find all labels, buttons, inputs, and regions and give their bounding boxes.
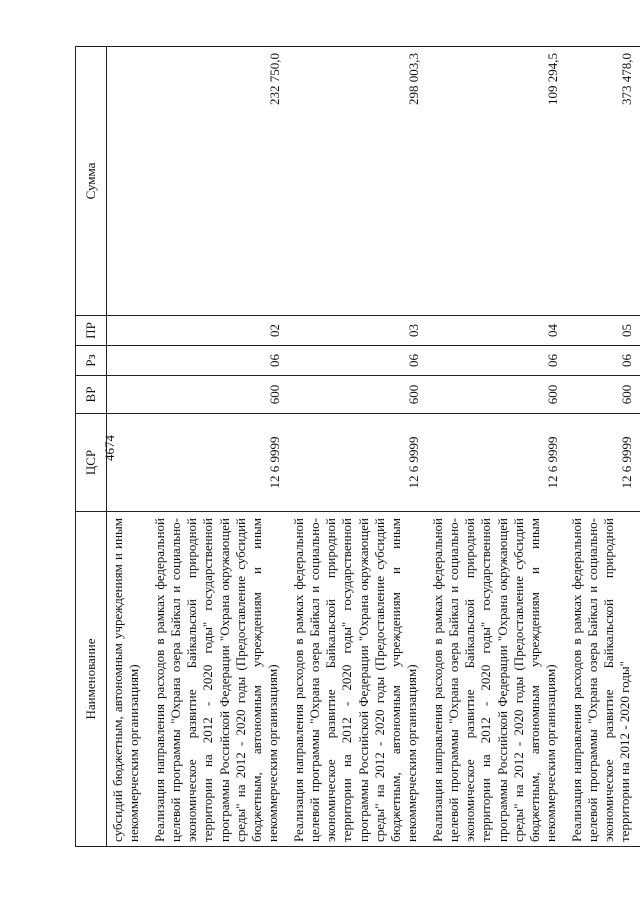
row-pr: 03 — [288, 316, 427, 346]
row-sum: 373 478,0 — [566, 47, 640, 316]
row-sum: 109 294,5 — [427, 47, 566, 316]
row-sum: 232 750,0 — [149, 47, 288, 316]
row-sum — [107, 47, 149, 316]
header-rz: Рз — [76, 346, 107, 376]
header-sum: Сумма — [76, 47, 107, 316]
row-pr: 04 — [427, 316, 566, 346]
budget-table — [75, 46, 640, 847]
row-rz — [107, 346, 149, 376]
header-csr: ЦСР — [76, 414, 107, 512]
row-vr: 600 — [566, 376, 640, 414]
table-row — [566, 47, 640, 847]
row-name: Реализация направления расходов в рамках федеральной целевой программы "Охрана озера Байкал и социально-экономическое развитие Байкальской природной территории на 2012 - 2020 годы" государственной программы Российской Федерации "Охрана окружающей среды" на 2012 - 2020 годы (Предоставление субсидий бюджетным, автономным учреждениям и иным некоммерческим организациям) — [149, 512, 288, 847]
row-pr: 05 — [566, 316, 640, 346]
table-row — [107, 47, 149, 847]
row-rz: 06 — [427, 346, 566, 376]
table-row — [427, 47, 566, 847]
row-name: субсидий бюджетным, автономным учреждениям и иным некоммерческим организациям) — [107, 512, 149, 847]
table-header-row — [76, 47, 107, 847]
row-name: Реализация направления расходов в рамках федеральной целевой программы "Охрана озера Байкал и социально-экономическое развитие Байкальской природной территории на 2012 - 2020 годы" государственной программы Российской Федерации "Охрана окружающей среды" на 2012 - 2020 годы (Предоставление субсидий бюджетным, автономным учреждениям и иным некоммерческим организациям) — [427, 512, 566, 847]
table-row — [149, 47, 288, 847]
table-row — [288, 47, 427, 847]
row-vr: 600 — [149, 376, 288, 414]
row-vr: 600 — [288, 376, 427, 414]
row-name: Реализация направления расходов в рамках федеральной целевой программы "Охрана озера Байкал и социально-экономическое развитие Байкальской природной территории на 2012 - 2020 годы" — [566, 512, 640, 847]
row-name: Реализация направления расходов в рамках федеральной целевой программы "Охрана озера Байкал и социально-экономическое развитие Байкальской природной территории на 2012 - 2020 годы" государственной программы Российской Федерации "Охрана окружающей среды" на 2012 - 2020 годы (Предоставление субсидий бюджетным, автономным учреждениям и иным некоммерческим организациям) — [288, 512, 427, 847]
row-csr: 12 6 9999 — [149, 414, 288, 512]
header-name: Наименование — [76, 512, 107, 847]
row-pr — [107, 316, 149, 346]
row-vr: 600 — [427, 376, 566, 414]
header-pr: ПР — [76, 316, 107, 346]
row-csr: 12 6 9999 — [566, 414, 640, 512]
row-sum: 298 003,3 — [288, 47, 427, 316]
page-number: 4674 — [102, 435, 117, 461]
row-csr: 12 6 9999 — [288, 414, 427, 512]
row-rz: 06 — [566, 346, 640, 376]
row-vr — [107, 376, 149, 414]
row-rz: 06 — [288, 346, 427, 376]
row-rz: 06 — [149, 346, 288, 376]
row-csr: 12 6 9999 — [427, 414, 566, 512]
rotated-table-container — [75, 47, 635, 847]
header-vr: ВР — [76, 376, 107, 414]
row-pr: 02 — [149, 316, 288, 346]
row-csr — [107, 414, 149, 512]
